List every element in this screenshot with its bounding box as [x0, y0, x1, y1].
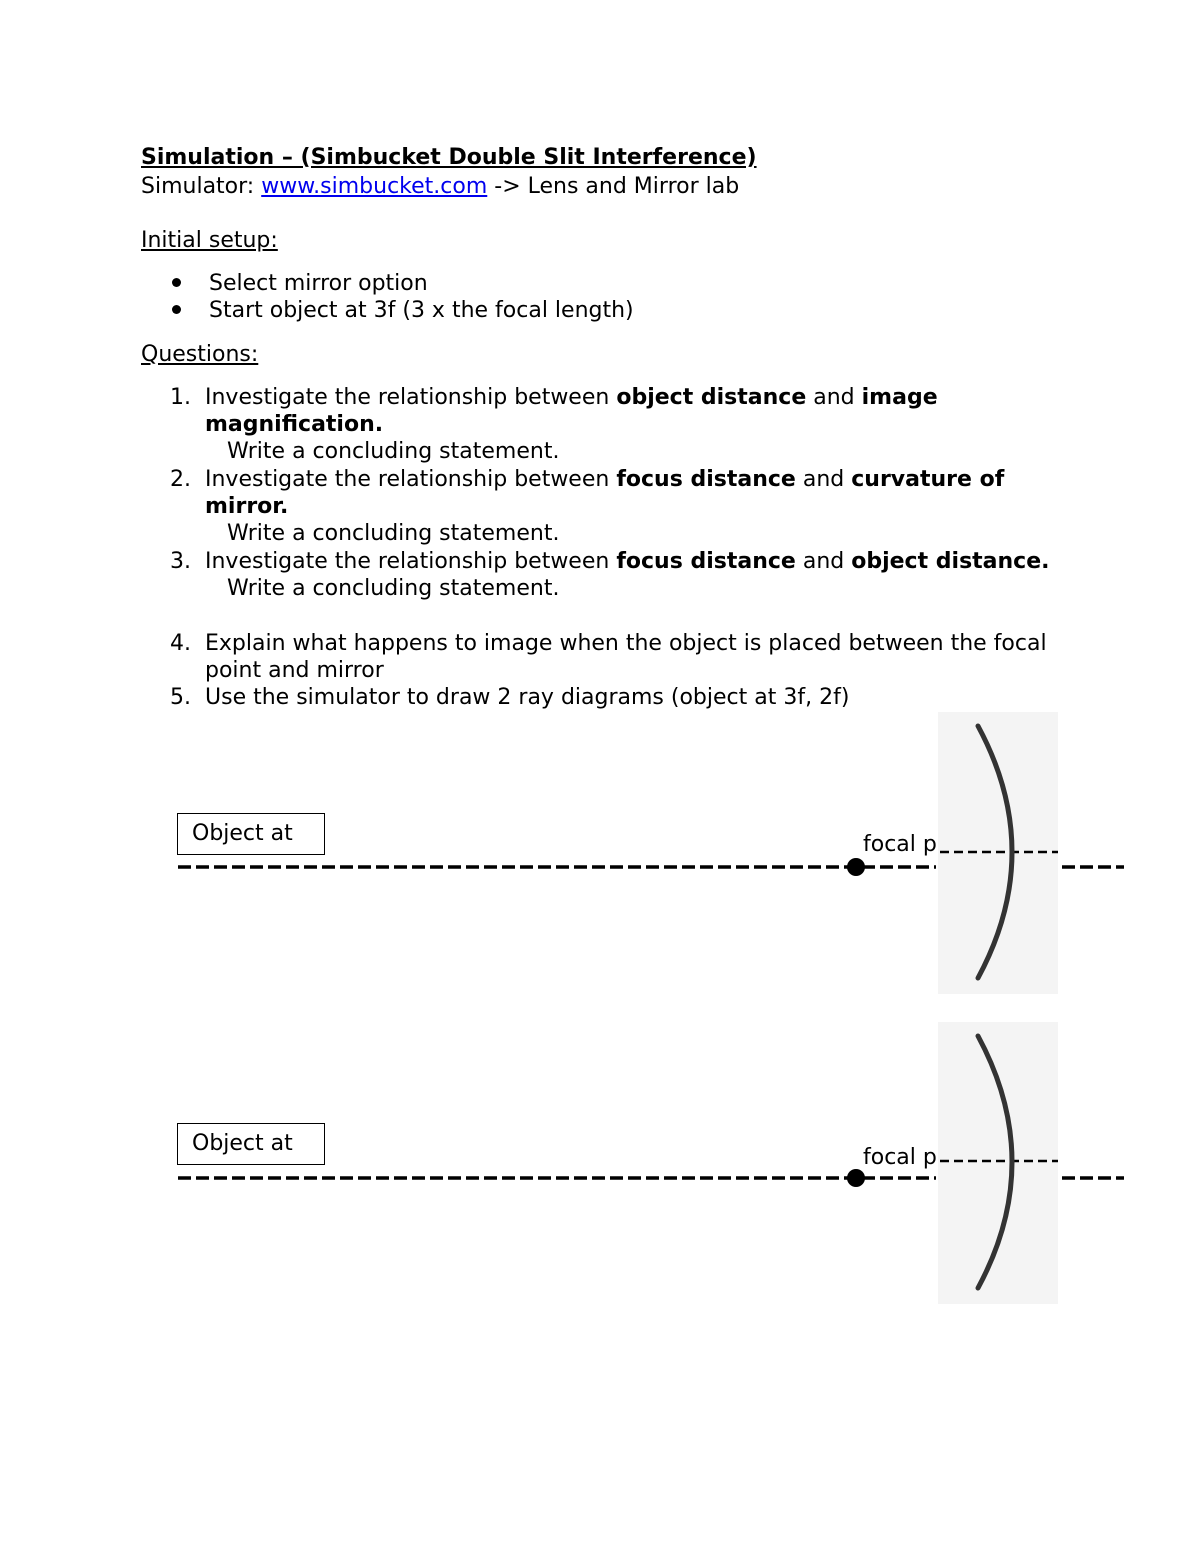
- question-text: Investigate the relationship between: [205, 385, 617, 410]
- simbucket-link[interactable]: www.simbucket.com: [261, 174, 488, 199]
- bullet-icon: [172, 305, 181, 314]
- question-text: Investigate the relationship between: [205, 467, 617, 492]
- focal-point-dot: [847, 858, 865, 876]
- question-followup: Write a concluding statement.: [227, 521, 560, 546]
- question-bold-term: object distance: [616, 385, 807, 410]
- question-text: and: [795, 467, 852, 492]
- question-number: 2.: [170, 467, 191, 492]
- focal-point-dot: [847, 1169, 865, 1187]
- object-label-box[interactable]: Object at: [177, 1123, 325, 1165]
- simulator-suffix: -> Lens and Mirror lab: [487, 174, 740, 199]
- question-number: 5.: [170, 685, 191, 710]
- question-body: [205, 466, 1065, 547]
- question-body: [205, 384, 1065, 465]
- question-bold-term: focus distance: [616, 467, 796, 492]
- question-followup: Write a concluding statement.: [227, 576, 560, 601]
- question-body: Explain what happens to image when the object is placed between the focal point and mirror: [205, 631, 1047, 683]
- ray-diagram-1: [0, 712, 1200, 994]
- questions-heading: Questions:: [141, 342, 259, 367]
- ray-diagram-2: [0, 1022, 1200, 1304]
- page-title: Simulation – (Simbucket Double Slit Interference): [141, 145, 757, 170]
- setup-bullet-text: Start object at 3f (3 x the focal length): [209, 298, 634, 323]
- question-number: 1.: [170, 385, 191, 410]
- question-body: Use the simulator to draw 2 ray diagrams (object at 3f, 2f): [205, 685, 850, 710]
- question-bold-term: object distance.: [851, 549, 1050, 574]
- focal-point-label: focal p: [863, 832, 937, 857]
- question-number: 4.: [170, 631, 191, 656]
- setup-bullet-item: [172, 297, 634, 325]
- simulator-line: [141, 173, 739, 201]
- object-label-box[interactable]: Object at: [177, 813, 325, 855]
- setup-bullet-text: Select mirror option: [209, 271, 428, 296]
- question-number: 3.: [170, 549, 191, 574]
- simulator-prefix: Simulator:: [141, 174, 262, 199]
- question-text: Investigate the relationship between: [205, 549, 617, 574]
- bullet-icon: [172, 278, 181, 287]
- initial-setup-heading: Initial setup:: [141, 228, 278, 253]
- question-bold-term: image magnification.: [205, 385, 938, 437]
- setup-bullet-item: [172, 270, 428, 298]
- question-bold-term: focus distance: [616, 549, 796, 574]
- question-text: and: [795, 549, 852, 574]
- question-bold-term: curvature of mirror.: [205, 467, 1005, 519]
- question-body: [205, 548, 1065, 602]
- question-text: and: [806, 385, 862, 410]
- question-followup: Write a concluding statement.: [227, 439, 560, 464]
- focal-point-label: focal p: [863, 1145, 937, 1170]
